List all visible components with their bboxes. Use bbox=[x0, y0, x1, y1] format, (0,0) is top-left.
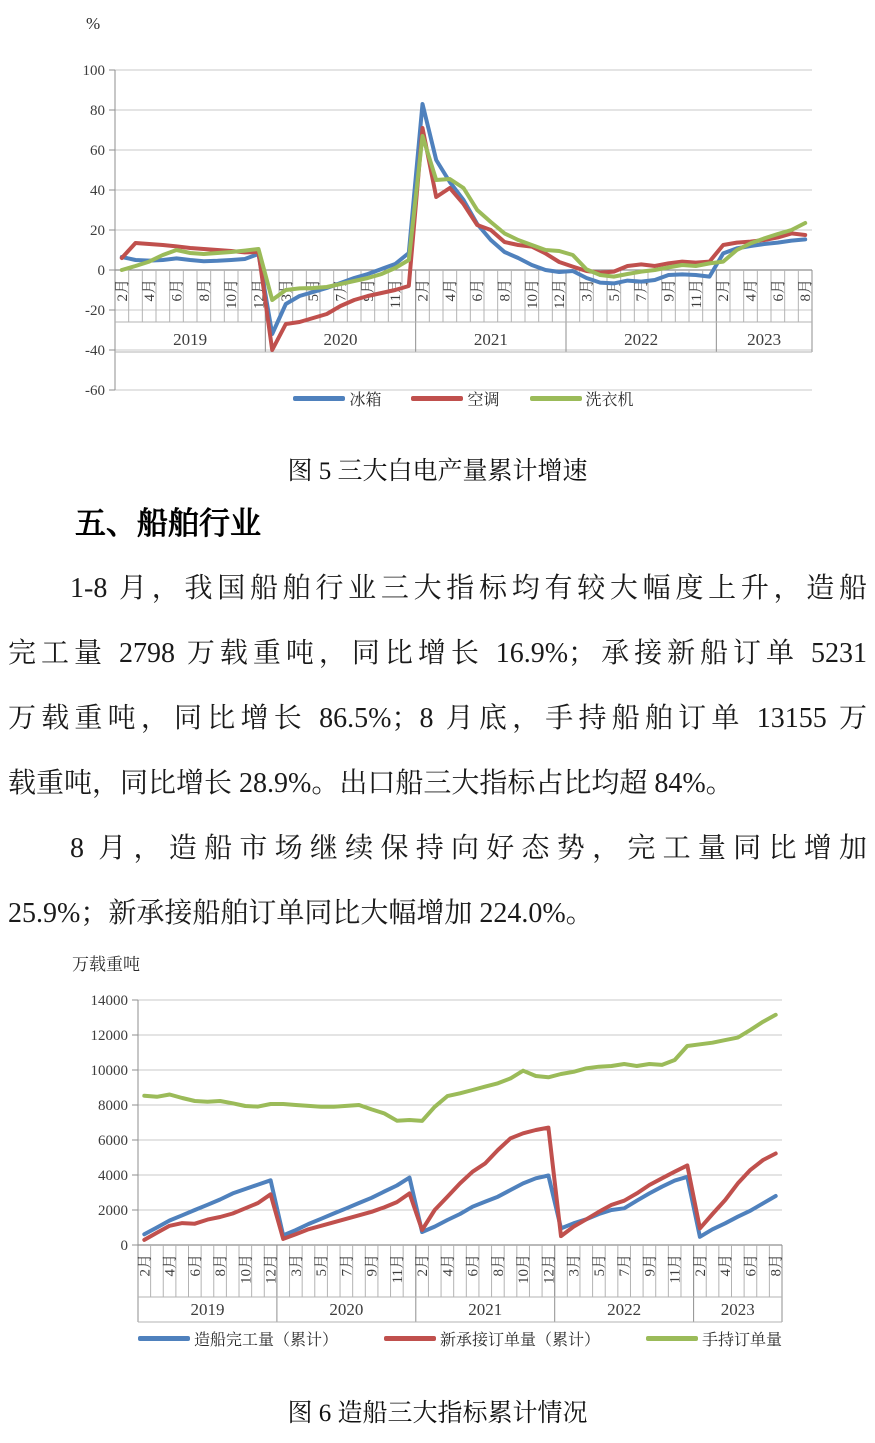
x-tick-label: 4月 bbox=[442, 279, 459, 302]
x-tick-label: 6月 bbox=[770, 279, 787, 302]
x-tick-label: 4月 bbox=[142, 279, 159, 302]
x-tick-label: 2月 bbox=[692, 1254, 709, 1277]
x-tick-label: 3月 bbox=[288, 1254, 305, 1277]
x-tick-label: 5月 bbox=[314, 1254, 331, 1277]
x-tick-label: 5月 bbox=[606, 279, 623, 302]
year-label: 2021 bbox=[473, 330, 508, 349]
year-label: 2020 bbox=[323, 330, 358, 349]
figure5-legend bbox=[115, 387, 812, 410]
x-tick-label: 4月 bbox=[162, 1254, 179, 1277]
figure6-legend bbox=[138, 1327, 782, 1350]
x-tick-label: 6月 bbox=[743, 1254, 760, 1277]
x-tick-label: 11月 bbox=[667, 1254, 684, 1284]
y-tick-label: 20 bbox=[90, 223, 105, 239]
x-tick-label: 10月 bbox=[524, 279, 541, 310]
y-tick-label: 0 bbox=[97, 263, 105, 279]
y-tick-label: 4000 bbox=[98, 1168, 128, 1184]
x-tick-label: 8月 bbox=[497, 279, 514, 302]
x-tick-label: 7月 bbox=[634, 279, 651, 302]
legend-item-1 bbox=[411, 387, 499, 410]
x-tick-label: 8月 bbox=[798, 279, 815, 302]
y-tick-label: 80 bbox=[90, 103, 105, 119]
y-tick-label: 8000 bbox=[98, 1098, 128, 1114]
text-line: 8 月，造船市场继续保持向好态势，完工量同比增加 bbox=[70, 833, 867, 864]
year-label: 2021 bbox=[468, 1300, 503, 1319]
x-tick-label: 3月 bbox=[579, 279, 596, 302]
series-line-1 bbox=[144, 1128, 775, 1240]
y-tick-label: -20 bbox=[85, 303, 105, 319]
x-tick-label: 8月 bbox=[768, 1254, 785, 1277]
legend-line-swatch bbox=[646, 1336, 698, 1341]
figure6-unit-label: 万载重吨 bbox=[72, 955, 140, 974]
x-tick-label: 6月 bbox=[470, 279, 487, 302]
y-tick-label: -60 bbox=[85, 383, 105, 399]
year-label: 2023 bbox=[720, 1300, 755, 1319]
legend-item-2 bbox=[530, 387, 634, 410]
y-tick-label: 10000 bbox=[90, 1063, 128, 1079]
x-tick-label: 2月 bbox=[137, 1254, 154, 1277]
x-tick-label: 8月 bbox=[196, 279, 213, 302]
x-tick-label: 3月 bbox=[566, 1254, 583, 1277]
x-tick-label: 4月 bbox=[440, 1254, 457, 1277]
x-tick-label: 6月 bbox=[169, 279, 186, 302]
text-line: 完工量 2798 万载重吨，同比增长 16.9%；承接新船订单 5231 bbox=[8, 638, 867, 669]
x-tick-label: 10月 bbox=[516, 1254, 533, 1285]
y-tick-label: 100 bbox=[82, 63, 105, 79]
figure6-caption: 图 6 造船三大指标累计情况 bbox=[287, 1400, 588, 1427]
year-label: 2022 bbox=[624, 330, 659, 349]
x-tick-label: 2月 bbox=[114, 279, 131, 302]
section-heading: 五、船舶行业 bbox=[75, 506, 261, 541]
x-tick-label: 9月 bbox=[642, 1254, 659, 1277]
legend-item-0 bbox=[293, 387, 381, 410]
x-tick-label: 9月 bbox=[661, 279, 678, 302]
y-tick-label: 2000 bbox=[98, 1203, 128, 1219]
x-tick-label: 5月 bbox=[591, 1254, 608, 1277]
y-tick-label: 0 bbox=[120, 1238, 128, 1254]
legend-line-swatch bbox=[411, 396, 463, 401]
legend-label: 造船完工量（累计） bbox=[194, 1332, 339, 1349]
x-tick-label: 11月 bbox=[389, 1254, 406, 1284]
figure5-caption: 图 5 三大白电产量累计增速 bbox=[287, 458, 588, 485]
x-tick-label: 4月 bbox=[718, 1254, 735, 1277]
x-tick-label: 12月 bbox=[541, 1254, 558, 1285]
y-tick-label: 60 bbox=[90, 143, 105, 159]
x-tick-label: 8月 bbox=[490, 1254, 507, 1277]
x-tick-label: 10月 bbox=[224, 279, 241, 310]
y-tick-label: 12000 bbox=[90, 1028, 128, 1044]
legend-label: 冰箱 bbox=[349, 392, 382, 409]
x-tick-label: 2月 bbox=[415, 279, 432, 302]
legend-line-swatch bbox=[293, 396, 345, 401]
legend-label: 手持订单量 bbox=[702, 1332, 783, 1349]
text-line: 1-8 月，我国船舶行业三大指标均有较大幅度上升，造船 bbox=[70, 573, 867, 604]
x-tick-label: 10月 bbox=[238, 1254, 255, 1285]
x-tick-label: 9月 bbox=[364, 1254, 381, 1277]
x-tick-label: 12月 bbox=[263, 1254, 280, 1285]
year-label: 2019 bbox=[173, 330, 208, 349]
x-tick-label: 11月 bbox=[388, 279, 405, 309]
legend-label: 新承接订单量（累计） bbox=[440, 1332, 601, 1349]
legend-item-1 bbox=[384, 1327, 600, 1350]
x-tick-label: 3月 bbox=[278, 279, 295, 302]
y-tick-label: 6000 bbox=[98, 1133, 128, 1149]
x-tick-label: 7月 bbox=[333, 279, 350, 302]
year-label: 2020 bbox=[329, 1300, 364, 1319]
body-text bbox=[8, 556, 867, 946]
x-tick-label: 7月 bbox=[617, 1254, 634, 1277]
legend-label: 洗衣机 bbox=[585, 392, 634, 409]
y-tick-label: 14000 bbox=[90, 993, 128, 1009]
x-tick-label: 12月 bbox=[552, 279, 569, 310]
text-line: 万载重吨，同比增长 86.5%；8 月底，手持船舶订单 13155 万 bbox=[8, 703, 867, 734]
year-label: 2019 bbox=[190, 1300, 225, 1319]
year-label: 2022 bbox=[607, 1300, 642, 1319]
legend-item-0 bbox=[138, 1327, 338, 1350]
x-tick-label: 9月 bbox=[360, 279, 377, 302]
x-tick-label: 8月 bbox=[213, 1254, 230, 1277]
text-line: 25.9%；新承接船舶订单同比大幅增加 224.0%。 bbox=[8, 898, 594, 929]
x-tick-label: 4月 bbox=[743, 279, 760, 302]
x-tick-label: 6月 bbox=[465, 1254, 482, 1277]
x-tick-label: 12月 bbox=[251, 279, 268, 310]
y-tick-label: 40 bbox=[90, 183, 105, 199]
figure5-unit-label: % bbox=[86, 14, 101, 33]
x-tick-label: 11月 bbox=[688, 279, 705, 309]
legend-line-swatch bbox=[138, 1336, 190, 1341]
legend-line-swatch bbox=[384, 1336, 436, 1341]
x-tick-label: 7月 bbox=[339, 1254, 356, 1277]
text-line: 载重吨，同比增长 28.9%。出口船三大指标占比均超 84%。 bbox=[8, 768, 734, 799]
legend-line-swatch bbox=[530, 396, 582, 401]
y-tick-label: -40 bbox=[85, 343, 105, 359]
x-tick-label: 5月 bbox=[306, 279, 323, 302]
year-label: 2023 bbox=[747, 330, 782, 349]
x-tick-label: 2月 bbox=[415, 1254, 432, 1277]
legend-item-2 bbox=[646, 1327, 782, 1350]
legend-label: 空调 bbox=[467, 392, 500, 409]
x-tick-label: 6月 bbox=[187, 1254, 204, 1277]
x-tick-label: 2月 bbox=[716, 279, 733, 302]
